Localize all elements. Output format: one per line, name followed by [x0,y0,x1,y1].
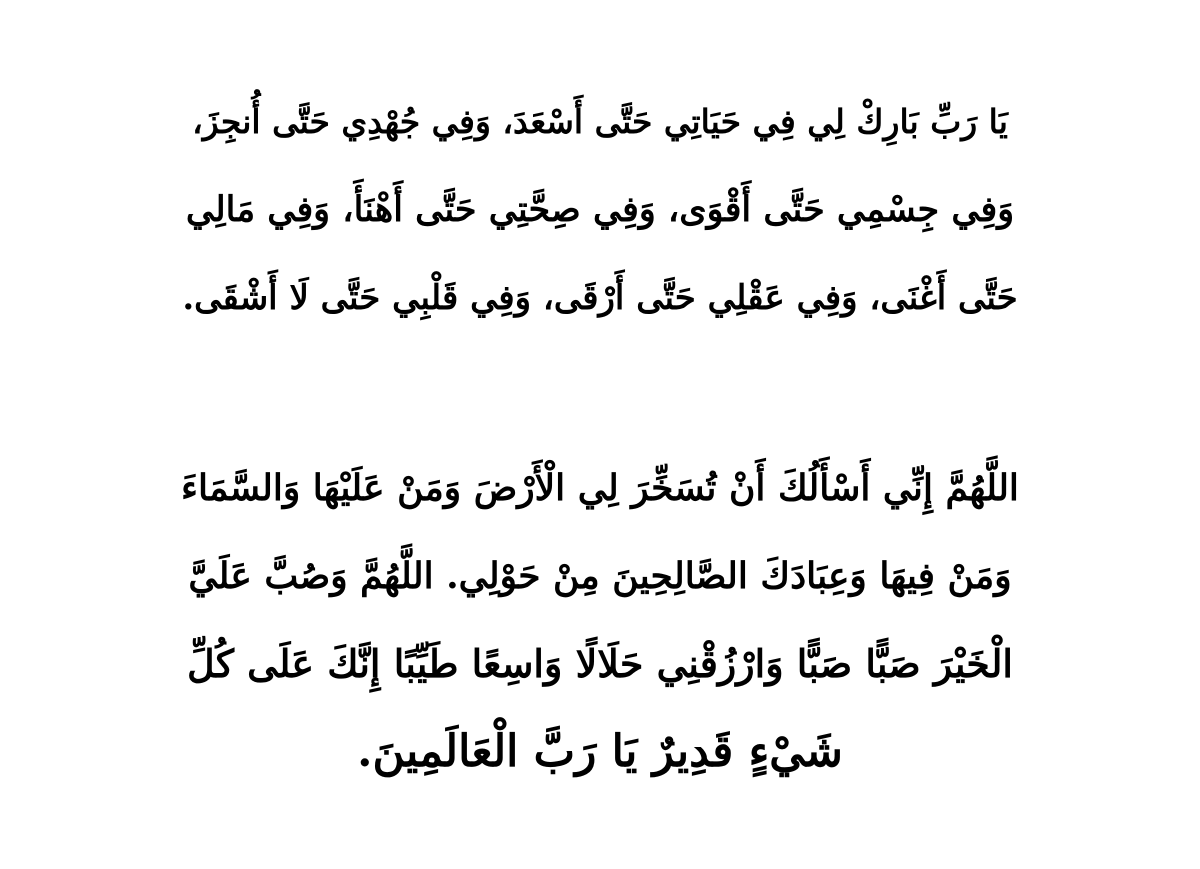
text-line: حَتَّى أَغْنَى، وَفِي عَقْلِي حَتَّى أَرْقَى، وَفِي قَلْبِي حَتَّى لَا أَشْقَى. [182,278,1018,318]
prayer-paragraph-1 [180,78,1020,342]
text-line: الْخَيْرَ صَبًّا صَبًّا وَارْزُقْنِي حَلَالًا وَاسِعًا طَيِّبًا إِنَّكَ عَلَى كُلِّ [187,641,1013,686]
text-line: شَيْءٍ قَدِيرٌ يَا رَبَّ الْعَالَمِينَ. [357,726,843,777]
prayer-paragraph-2 [180,444,1020,796]
text-line: يَا رَبِّ بَارِكْ لِي فِي حَيَاتِي حَتَّى أَسْعَدَ، وَفِي جُهْدِي حَتَّى أُنجِزَ، [192,102,1008,141]
text-line: وَمَنْ فِيهَا وَعِبَادَكَ الصَّالِحِينَ مِنْ حَوْلِي. اللَّهُمَّ وَصُبَّ عَلَيَّ [188,555,1012,597]
text-line: اللَّهُمَّ إِنِّي أَسْأَلُكَ أَنْ تُسَخِّرَ لِي الْأَرْضَ وَمَنْ عَلَيْهَا وَالسَّمَاءَ [181,467,1019,509]
text-line: وَفِي جِسْمِي حَتَّى أَقْوَى، وَفِي صِحَّتِي حَتَّى أَهْنَأَ، وَفِي مَالِي [185,189,1015,230]
